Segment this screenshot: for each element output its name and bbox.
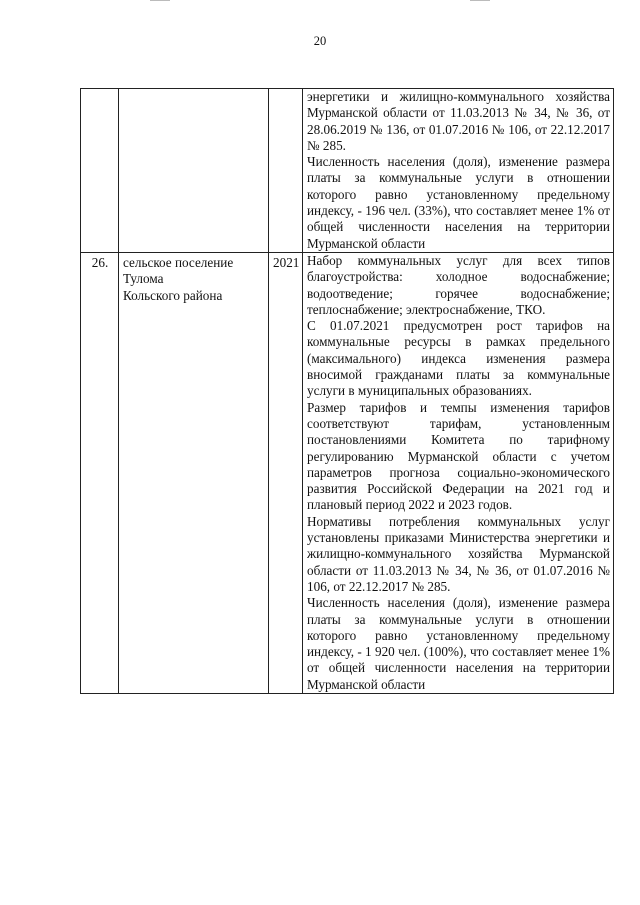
municipality-cell bbox=[119, 252, 269, 693]
page-number: 20 bbox=[313, 34, 327, 48]
year-cell bbox=[269, 89, 303, 253]
description-paragraph: Размер тарифов и темпы изменения тарифов соответствуют тарифам, установленным постановлениями Комитета по тарифному регулированию Мурманской области с учетом параметров прогноза социально-экономического развития Российской Федерации на 2021 год и плановый период 2022 и 2023 годов. bbox=[307, 399, 610, 513]
row-number-cell bbox=[81, 89, 119, 253]
row-number-cell: 26. bbox=[81, 252, 119, 693]
description-paragraph: энергетики и жилищно-коммунального хозяйства Мурманской области от 11.03.2013 № 34, № 36, от 28.06.2019 № 136, от 01.07.2016 № 106, от 22.12.2017 № 285. bbox=[307, 89, 610, 153]
municipality-line: Тулома bbox=[123, 271, 164, 287]
municipality-line: сельское поселение bbox=[123, 254, 234, 270]
description-paragraph: С 01.07.2021 предусмотрен рост тарифов на коммунальные ресурсы в рамках предельного (максимального) индекса изменения размера вносимой гражданами платы за коммунальные услуги в муниципальных образованиях. bbox=[307, 318, 610, 399]
municipality-line: Кольского района bbox=[123, 287, 223, 303]
description-paragraph: Набор коммунальных услуг для всех типов благоустройства: холодное водоснабжение; водоотведение; горячее водоснабжение; теплоснабжение; электроснабжение, ТКО. bbox=[307, 252, 610, 317]
scan-edge-mark-left bbox=[150, 0, 170, 1]
data-table bbox=[80, 88, 614, 694]
table-row-26 bbox=[81, 252, 614, 693]
description-cell bbox=[303, 89, 614, 253]
description-cell bbox=[303, 252, 614, 693]
year-cell: 2021 bbox=[269, 252, 303, 693]
description-paragraph: Численность населения (доля), изменение размера платы за коммунальные услуги в отношении которого равно установленному предельному индексу, - 1 920 чел. (100%), что составляет менее 1% от общей численности населения на территории Мурманской области bbox=[307, 595, 610, 692]
description-paragraph: Нормативы потребления коммунальных услуг установлены приказами Министерства энергетики и жилищно-коммунального хозяйства Мурманской области от 11.03.2013 № 34, № 36, от 01.07.2016 № 106, от 22.12.2017 № 285. bbox=[307, 513, 610, 594]
description-paragraph: Численность населения (доля), изменение размера платы за коммунальные услуги в отношении которого равно установленному предельному индексу, - 196 чел. (33%), что составляет менее 1% от общей численности населения на территории Мурманской области bbox=[307, 154, 610, 251]
scan-edge-mark-right bbox=[470, 0, 490, 1]
table-row-continued bbox=[81, 89, 614, 253]
municipality-cell bbox=[119, 89, 269, 253]
